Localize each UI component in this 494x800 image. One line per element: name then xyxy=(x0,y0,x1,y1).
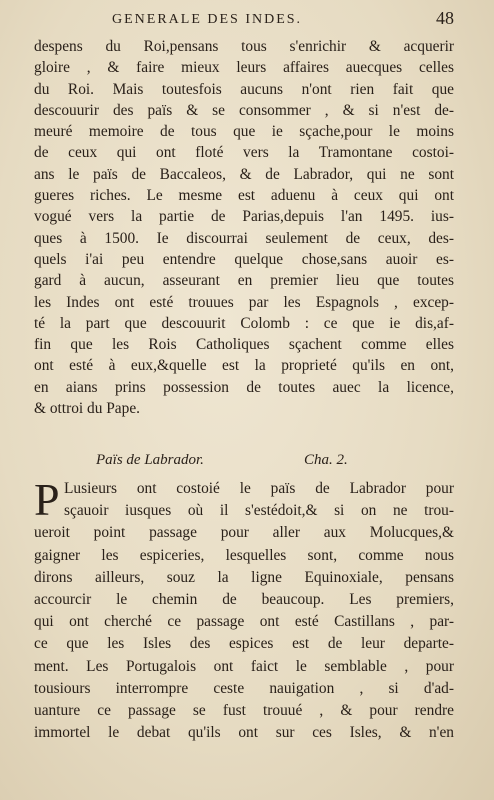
text-line: gard à aucun, asseurant en premier lieu que toutes xyxy=(34,272,454,290)
text-line: Lusieurs ont costoié le païs de Labrador pour xyxy=(64,480,454,497)
running-title: GENERALE DES INDES. xyxy=(112,12,303,27)
text-line: despens du Roi,pensans tous s'enrichir & acquerir xyxy=(34,38,454,55)
text-line: sçauoir iusques où il s'estédoit,& si on ne trou- xyxy=(64,502,454,520)
text-line: immortel le debat qu'ils ont sur ces Isles, & n'en xyxy=(34,724,454,742)
text-line: gloire , & faire mieux leurs affaires auecques celles xyxy=(34,59,454,77)
text-line: ce que les Isles des espices est de leur departe- xyxy=(34,635,454,653)
drop-cap: P xyxy=(34,474,60,525)
text-line: dirons ailleurs, souz la ligne Equinoxiale, pensans xyxy=(34,568,454,586)
text-line: de ceux qui ont floté vers la Tramontane costoi- xyxy=(34,144,454,162)
text-line: uanture ce passage se fust trouué , & pour rendre xyxy=(34,702,454,720)
chapter-title: Païs de Labrador. xyxy=(96,452,204,468)
text-line: ment. Les Portugalois ont faict le semblable , pour xyxy=(34,657,454,675)
text-line: ans le païs de Baccaleos, & de Labrador, qui ne sont xyxy=(34,165,454,183)
text-line: qui ont cherché ce passage ont esté Castillans , par- xyxy=(34,613,454,631)
chapter-heading xyxy=(34,452,454,474)
text-line: meuré memoire de tous que ie sçache,pour le moins xyxy=(34,123,454,141)
page-number: 48 xyxy=(436,8,454,28)
text-line: & ottroi du Pape. xyxy=(34,400,141,418)
text-line: descouurir des païs & se consommer , & si n'est de- xyxy=(34,101,454,119)
chapter-number: Cha. 2. xyxy=(304,452,348,468)
text-line: gueres riches. Le mesme est aduenu à ceux qui ont xyxy=(34,187,454,205)
text-line: gaigner les espiceries, lesquelles sont, comme nous xyxy=(34,546,454,564)
text-line: en aians prins possession de toutes auec la licence, xyxy=(34,378,454,396)
text-line: les Indes ont esté trouues par les Espagnols , excep- xyxy=(34,293,454,311)
text-line: ueroit point passage pour aller aux Molucques,& xyxy=(34,524,454,542)
paragraph-2 xyxy=(34,474,454,744)
text-line: ont esté à eux,&quelle est la proprieté qu'ils en ont, xyxy=(34,357,454,375)
text-line: quels i'ai peu entendre quelque chose,sans auoir es- xyxy=(34,250,454,268)
text-line: du Roi. Mais toutesfois aucuns n'ont rien fait que xyxy=(34,80,454,98)
paragraph-1 xyxy=(34,36,454,419)
text-line: fin que les Rois Catholiques sçachent comme elles xyxy=(34,336,454,354)
text-line: accourcir le chemin de beaucoup. Les premiers, xyxy=(34,591,454,609)
text-line: té la part que descouurit Colomb : ce que ie dis,af- xyxy=(34,314,454,332)
text-line: ques à 1500. Ie discourrai seulement de ceux, des- xyxy=(34,229,454,247)
running-head xyxy=(0,8,494,34)
text-line: tousiours interrompre ceste nauigation , si d'ad- xyxy=(34,679,454,697)
text-line: vogué vers la partie de Parias,depuis l'an 1495. ius- xyxy=(34,208,454,226)
